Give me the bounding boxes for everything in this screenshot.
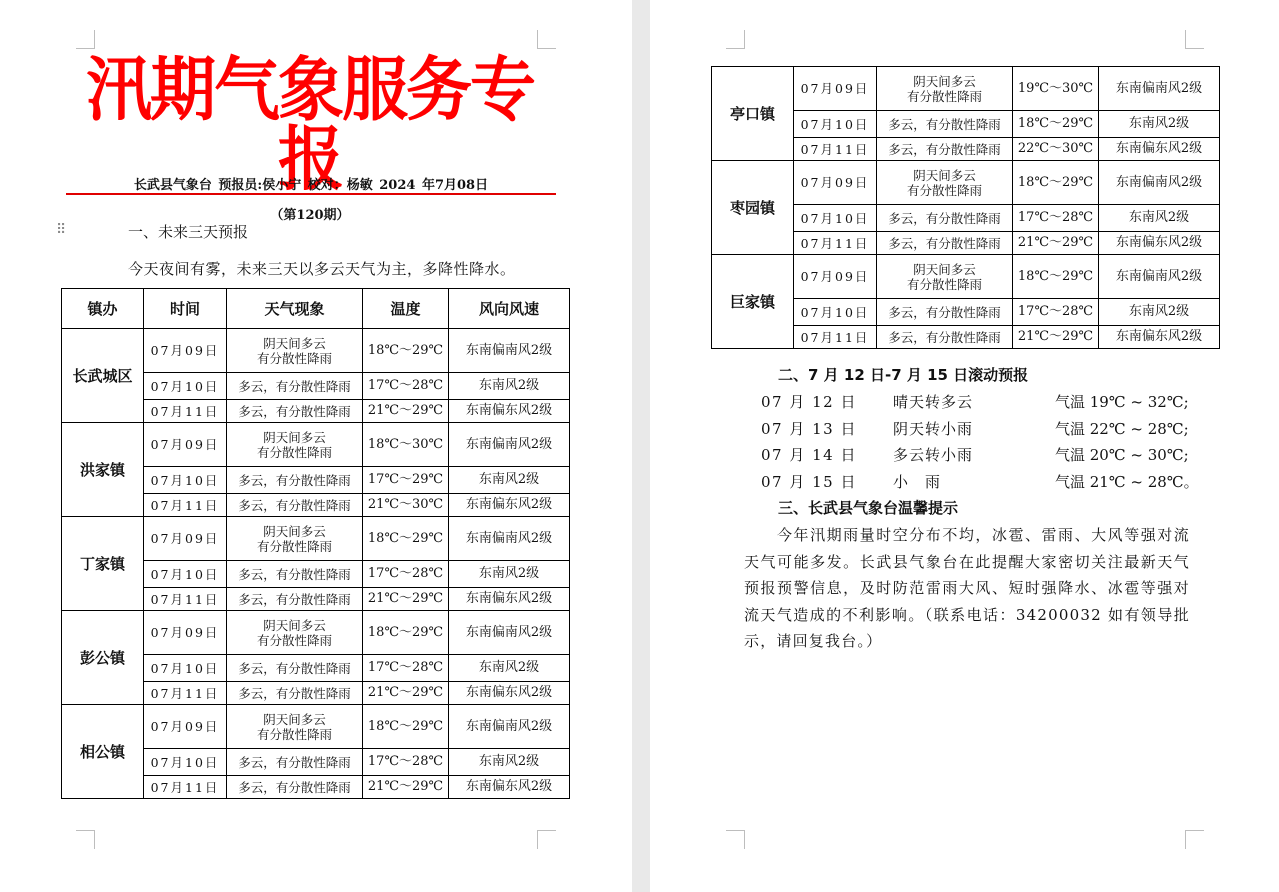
temperature-cell: 17℃～28℃ bbox=[1013, 205, 1099, 232]
weather-cell bbox=[227, 588, 363, 611]
rolling-weather: 多云转小雨 bbox=[893, 446, 974, 464]
rolling-weather: 阴天转小雨 bbox=[893, 420, 974, 438]
forecast-table-continued bbox=[711, 66, 1220, 349]
temperature-cell: 21℃～29℃ bbox=[363, 776, 449, 799]
table-row bbox=[62, 611, 570, 655]
weather-cell bbox=[227, 776, 363, 799]
temperature-cell: 21℃～29℃ bbox=[363, 682, 449, 705]
temperature-cell: 18℃～30℃ bbox=[363, 423, 449, 467]
temperature-cell: 17℃～28℃ bbox=[363, 373, 449, 400]
temperature-cell: 18℃～29℃ bbox=[1013, 161, 1099, 205]
rolling-temp: 气温 22℃ ~ 28℃; bbox=[1055, 420, 1189, 438]
header-wind: 风向风速 bbox=[449, 289, 570, 329]
date-cell: 07月11日 bbox=[794, 138, 877, 161]
wind-cell: 东南风2级 bbox=[1099, 299, 1220, 326]
forecast-intro: 今天夜间有雾，未来三天以多云天气为主，多降性降水。 bbox=[128, 260, 516, 278]
wind-cell: 东南风2级 bbox=[449, 749, 570, 776]
masthead-divider bbox=[66, 193, 556, 195]
town-name-cell: 彭公镇 bbox=[62, 611, 144, 705]
temperature-cell: 21℃～29℃ bbox=[363, 588, 449, 611]
weather-cell bbox=[877, 205, 1013, 232]
date-cell: 07月09日 bbox=[794, 255, 877, 299]
wind-cell: 东南风2级 bbox=[449, 561, 570, 588]
weather-cell bbox=[227, 329, 363, 373]
rolling-date: 07 月 13 日 bbox=[761, 420, 857, 438]
temperature-cell: 18℃～29℃ bbox=[363, 517, 449, 561]
page-corner-mark bbox=[537, 30, 556, 49]
weather-cell bbox=[227, 494, 363, 517]
weather-text: 多云，有分散性降雨 bbox=[238, 497, 351, 513]
weather-cell bbox=[877, 111, 1013, 138]
document-page-1 bbox=[0, 0, 632, 892]
weather-text: 多云，有分散性降雨 bbox=[238, 685, 351, 701]
weather-text: 阴天间多云 bbox=[913, 73, 976, 89]
wind-cell: 东南偏东风2级 bbox=[449, 494, 570, 517]
date-cell: 07月11日 bbox=[144, 588, 227, 611]
temperature-cell: 18℃～29℃ bbox=[1013, 255, 1099, 299]
page-corner-mark bbox=[726, 830, 745, 849]
weather-text: 阴天间多云 bbox=[263, 429, 326, 445]
weather-cell bbox=[227, 423, 363, 467]
page-corner-mark bbox=[76, 30, 95, 49]
date-cell: 07月11日 bbox=[144, 494, 227, 517]
wind-cell: 东南偏东风2级 bbox=[1099, 232, 1220, 255]
section-heading-forecast: 一、未来三天预报 bbox=[128, 223, 249, 241]
weather-text: 有分散性降雨 bbox=[256, 632, 332, 648]
temperature-cell: 21℃～30℃ bbox=[363, 494, 449, 517]
table-row bbox=[62, 329, 570, 373]
temperature-cell: 21℃～29℃ bbox=[1013, 326, 1099, 349]
weather-text: 有分散性降雨 bbox=[256, 726, 332, 742]
rolling-date: 07 月 12 日 bbox=[761, 393, 857, 411]
temperature-cell: 17℃～28℃ bbox=[363, 561, 449, 588]
wind-cell: 东南偏东风2级 bbox=[449, 682, 570, 705]
page-corner-mark bbox=[76, 830, 95, 849]
date-cell: 07月11日 bbox=[794, 326, 877, 349]
date-cell: 07月10日 bbox=[794, 205, 877, 232]
drag-handle-icon[interactable]: ⠿ bbox=[56, 222, 67, 238]
temperature-cell: 18℃～29℃ bbox=[363, 329, 449, 373]
temperature-cell: 21℃～29℃ bbox=[1013, 232, 1099, 255]
weather-cell bbox=[877, 232, 1013, 255]
weather-text: 阴天间多云 bbox=[263, 617, 326, 633]
date-cell: 07月10日 bbox=[794, 299, 877, 326]
weather-text: 有分散性降雨 bbox=[256, 444, 332, 460]
wind-cell: 东南风2级 bbox=[1099, 205, 1220, 232]
temperature-cell: 22℃～30℃ bbox=[1013, 138, 1099, 161]
table-row bbox=[712, 67, 1220, 111]
forecast-table bbox=[61, 288, 570, 799]
weather-text: 阴天间多云 bbox=[913, 167, 976, 183]
wind-cell: 东南风2级 bbox=[449, 467, 570, 494]
weather-cell bbox=[227, 749, 363, 776]
weather-cell bbox=[877, 67, 1013, 111]
date-cell: 07月09日 bbox=[144, 517, 227, 561]
temperature-cell: 18℃～29℃ bbox=[363, 705, 449, 749]
wind-cell: 东南风2级 bbox=[449, 655, 570, 682]
weather-text: 多云，有分散性降雨 bbox=[238, 472, 351, 488]
date-cell: 07月11日 bbox=[144, 682, 227, 705]
forecast-table-body bbox=[62, 289, 570, 799]
weather-text: 有分散性降雨 bbox=[906, 182, 982, 198]
date-cell: 07月09日 bbox=[144, 329, 227, 373]
header-temp: 温度 bbox=[363, 289, 449, 329]
weather-text: 阴天间多云 bbox=[263, 523, 326, 539]
date-cell: 07月10日 bbox=[144, 655, 227, 682]
date-cell: 07月11日 bbox=[794, 232, 877, 255]
header-date: 时间 bbox=[144, 289, 227, 329]
report-byline: 长武县气象台 预报员:侯小宁 校对：杨敏 2024 年7月08日 bbox=[133, 178, 489, 193]
weather-text: 多云，有分散性降雨 bbox=[888, 210, 1001, 226]
weather-text: 有分散性降雨 bbox=[906, 276, 982, 292]
wind-cell: 东南风2级 bbox=[449, 373, 570, 400]
date-cell: 07月10日 bbox=[144, 467, 227, 494]
date-cell: 07月09日 bbox=[794, 161, 877, 205]
page-corner-mark bbox=[537, 830, 556, 849]
temperature-cell: 17℃～29℃ bbox=[363, 467, 449, 494]
header-town: 镇办 bbox=[62, 289, 144, 329]
issue-number: （第120期） bbox=[270, 208, 350, 223]
weather-cell bbox=[877, 255, 1013, 299]
town-name-cell: 相公镇 bbox=[62, 705, 144, 799]
weather-text: 有分散性降雨 bbox=[256, 350, 332, 366]
weather-cell bbox=[877, 138, 1013, 161]
forecast-table-body bbox=[712, 67, 1220, 349]
rolling-temp: 气温 19℃ ~ 32℃; bbox=[1055, 393, 1189, 411]
weather-cell bbox=[227, 705, 363, 749]
weather-text: 多云，有分散性降雨 bbox=[238, 403, 351, 419]
weather-cell bbox=[227, 611, 363, 655]
wind-cell: 东南偏南风2级 bbox=[449, 611, 570, 655]
weather-text: 多云，有分散性降雨 bbox=[888, 235, 1001, 251]
report-masthead: 汛期气象服务专报 bbox=[86, 48, 534, 200]
weather-text: 多云，有分散性降雨 bbox=[888, 329, 1001, 345]
date-cell: 07月11日 bbox=[144, 400, 227, 423]
weather-text: 阴天间多云 bbox=[913, 261, 976, 277]
weather-text: 多云，有分散性降雨 bbox=[888, 116, 1001, 132]
weather-cell bbox=[227, 655, 363, 682]
page-corner-mark bbox=[1185, 830, 1204, 849]
weather-text: 多云，有分散性降雨 bbox=[238, 779, 351, 795]
temperature-cell: 19℃～30℃ bbox=[1013, 67, 1099, 111]
weather-text: 有分散性降雨 bbox=[906, 88, 982, 104]
temperature-cell: 17℃～28℃ bbox=[1013, 299, 1099, 326]
wind-cell: 东南偏东风2级 bbox=[449, 400, 570, 423]
wind-cell: 东南偏南风2级 bbox=[449, 705, 570, 749]
weather-cell bbox=[877, 161, 1013, 205]
date-cell: 07月11日 bbox=[144, 776, 227, 799]
rolling-weather: 晴天转多云 bbox=[893, 393, 974, 411]
town-name-cell: 巨家镇 bbox=[712, 255, 794, 349]
weather-cell bbox=[227, 517, 363, 561]
temperature-cell: 21℃～29℃ bbox=[363, 400, 449, 423]
table-header-row bbox=[62, 289, 570, 329]
section-heading-tips: 三、长武县气象台温馨提示 bbox=[778, 499, 959, 517]
date-cell: 07月09日 bbox=[144, 423, 227, 467]
date-cell: 07月10日 bbox=[144, 749, 227, 776]
header-weather: 天气现象 bbox=[227, 289, 363, 329]
wind-cell: 东南偏东风2级 bbox=[449, 776, 570, 799]
wind-cell: 东南风2级 bbox=[1099, 111, 1220, 138]
weather-cell bbox=[877, 326, 1013, 349]
weather-text: 阴天间多云 bbox=[263, 711, 326, 727]
weather-cell bbox=[227, 400, 363, 423]
weather-text: 有分散性降雨 bbox=[256, 538, 332, 554]
weather-text: 多云，有分散性降雨 bbox=[238, 566, 351, 582]
rolling-date: 07 月 14 日 bbox=[761, 446, 857, 464]
date-cell: 07月09日 bbox=[794, 67, 877, 111]
weather-text: 多云，有分散性降雨 bbox=[238, 754, 351, 770]
temperature-cell: 17℃～28℃ bbox=[363, 655, 449, 682]
wind-cell: 东南偏南风2级 bbox=[1099, 255, 1220, 299]
temperature-cell: 18℃～29℃ bbox=[1013, 111, 1099, 138]
wind-cell: 东南偏东风2级 bbox=[1099, 138, 1220, 161]
town-name-cell: 枣园镇 bbox=[712, 161, 794, 255]
page-corner-mark bbox=[1185, 30, 1204, 49]
date-cell: 07月10日 bbox=[794, 111, 877, 138]
wind-cell: 东南偏南风2级 bbox=[449, 423, 570, 467]
weather-cell bbox=[877, 299, 1013, 326]
section-heading-rolling: 二、7 月 12 日-7 月 15 日滚动预报 bbox=[778, 366, 1029, 384]
weather-text: 多云，有分散性降雨 bbox=[238, 660, 351, 676]
weather-cell bbox=[227, 682, 363, 705]
date-cell: 07月10日 bbox=[144, 561, 227, 588]
table-row bbox=[62, 423, 570, 467]
date-cell: 07月09日 bbox=[144, 611, 227, 655]
table-row bbox=[62, 517, 570, 561]
town-name-cell: 丁家镇 bbox=[62, 517, 144, 611]
weather-text: 多云，有分散性降雨 bbox=[238, 591, 351, 607]
table-row bbox=[712, 255, 1220, 299]
date-cell: 07月10日 bbox=[144, 373, 227, 400]
wind-cell: 东南偏南风2级 bbox=[1099, 161, 1220, 205]
wind-cell: 东南偏东风2级 bbox=[1099, 326, 1220, 349]
weather-cell bbox=[227, 467, 363, 494]
town-name-cell: 亭口镇 bbox=[712, 67, 794, 161]
wind-cell: 东南偏南风2级 bbox=[449, 517, 570, 561]
rolling-weather: 小 雨 bbox=[893, 473, 942, 491]
rolling-date: 07 月 15 日 bbox=[761, 473, 857, 491]
weather-text: 多云，有分散性降雨 bbox=[888, 141, 1001, 157]
date-cell: 07月09日 bbox=[144, 705, 227, 749]
temperature-cell: 18℃～29℃ bbox=[363, 611, 449, 655]
wind-cell: 东南偏南风2级 bbox=[449, 329, 570, 373]
table-row bbox=[712, 161, 1220, 205]
wind-cell: 东南偏南风2级 bbox=[1099, 67, 1220, 111]
page-corner-mark bbox=[726, 30, 745, 49]
weather-text: 多云，有分散性降雨 bbox=[238, 378, 351, 394]
rolling-temp: 气温 21℃ ~ 28℃。 bbox=[1055, 473, 1199, 491]
table-row bbox=[62, 705, 570, 749]
weather-cell bbox=[227, 373, 363, 400]
tips-paragraph: 今年汛期雨量时空分布不均，冰雹、雷雨、大风等强对流天气可能多发。长武县气象台在此提醒大家密切关注最新天气预报预警信息，及时防范雷雨大风、短时强降水、冰雹等强对流天气造成的不利影响。（联系电话：34200032 如有领导批示，请回复我台。） bbox=[744, 526, 1190, 651]
wind-cell: 东南偏东风2级 bbox=[449, 588, 570, 611]
weather-text: 多云，有分散性降雨 bbox=[888, 304, 1001, 320]
town-name-cell: 洪家镇 bbox=[62, 423, 144, 517]
temperature-cell: 17℃～28℃ bbox=[363, 749, 449, 776]
weather-cell bbox=[227, 561, 363, 588]
weather-text: 阴天间多云 bbox=[263, 335, 326, 351]
rolling-temp: 气温 20℃ ~ 30℃; bbox=[1055, 446, 1189, 464]
town-name-cell: 长武城区 bbox=[62, 329, 144, 423]
